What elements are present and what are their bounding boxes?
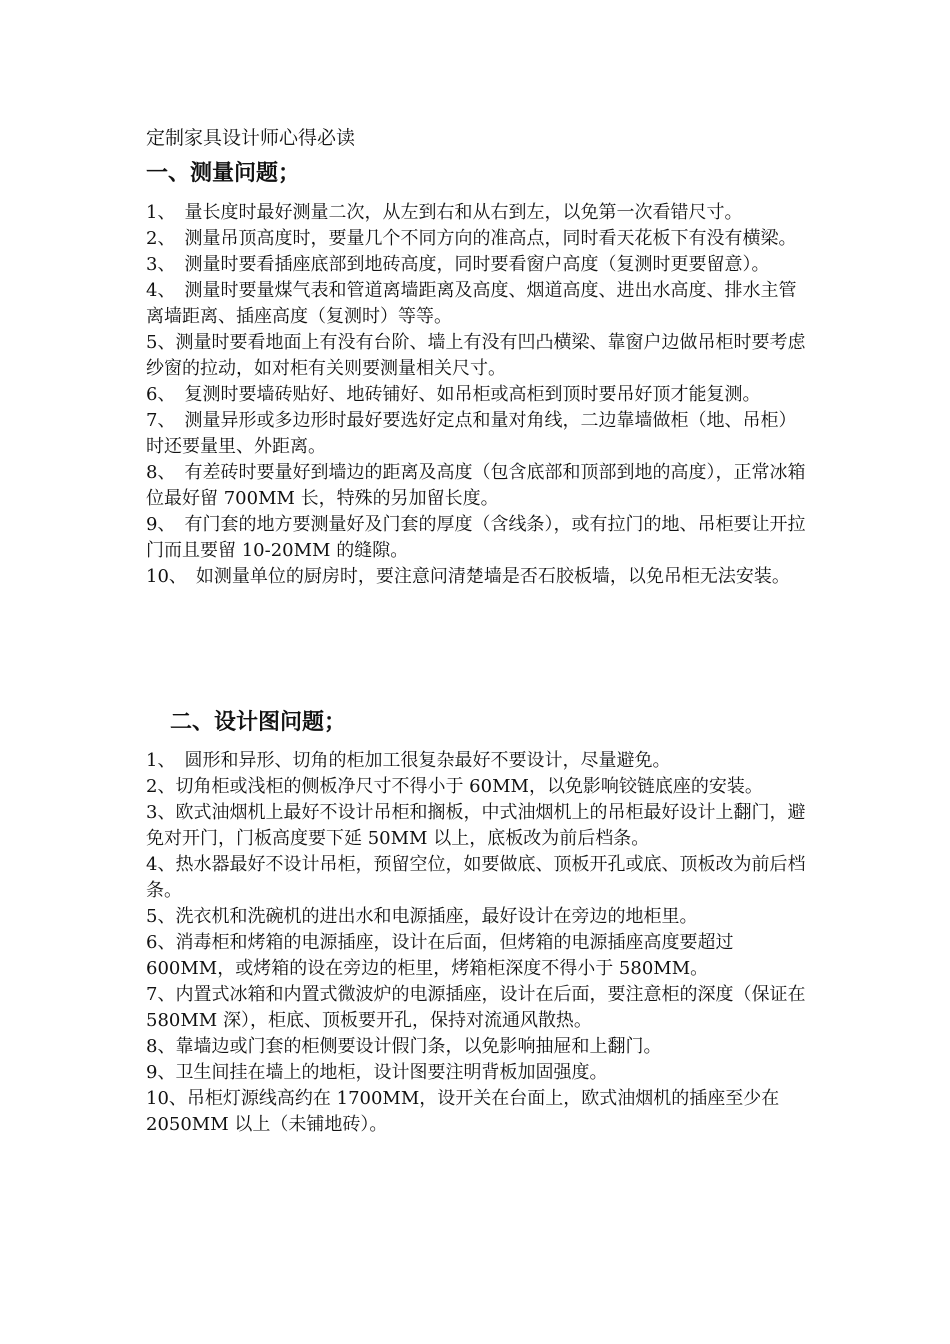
- list-item: 2、 测量吊顶高度时，要量几个不同方向的准高点，同时看天花板下有没有横梁。: [146, 228, 797, 249]
- list-item: 10、 如测量单位的厨房时，要注意问清楚墙是否石胶板墙，以免吊柜无法安装。: [146, 566, 790, 587]
- list-item: 6、消毒柜和烤箱的电源插座，设计在后面，但烤箱的电源插座高度要超过 600MM，或烤箱的设在旁边的柜里，烤箱柜深度不得小于 580MM。: [146, 932, 734, 979]
- list-item: 9、 有门套的地方要测量好及门套的厚度（含线条），或有拉门的地、吊柜要让开拉门而且要留 10-20MM 的缝隙。: [146, 514, 806, 561]
- list-item: 7、内置式冰箱和内置式微波炉的电源插座，设计在后面，要注意柜的深度（保证在 580MM 深），柜底、顶板要开孔，保持对流通风散热。: [146, 984, 806, 1031]
- section-heading-measurement: 一、测量问题；: [146, 161, 301, 186]
- list-item: 6、 复测时要墙砖贴好、地砖铺好、如吊柜或高柜到顶时要吊好顶才能复测。: [146, 384, 761, 405]
- list-item: 4、 测量时要量煤气表和管道离墙距离及高度、烟道高度、进出水高度、排水主管离墙距离、插座高度（复测时）等等。: [146, 280, 797, 327]
- list-item: 10、吊柜灯源线高约在 1700MM，设开关在台面上，欧式油烟机的插座至少在 2050MM 以上（未铺地砖）。: [146, 1088, 780, 1135]
- list-item: 7、 测量异形或多边形时最好要选好定点和量对角线，二边靠墙做柜（地、吊柜）时还要量里、外距离。: [146, 410, 797, 457]
- list-item: 3、 测量时要看插座底部到地砖高度，同时要看窗户高度（复测时更要留意）。: [146, 254, 770, 275]
- list-item: 8、 有差砖时要量好到墙边的距离及高度（包含底部和顶部到地的高度），正常冰箱位最好留 700MM 长，特殊的另加留长度。: [146, 462, 806, 509]
- list-item: 3、欧式油烟机上最好不设计吊柜和搁板，中式油烟机上的吊柜最好设计上翻门，避免对开门，门板高度要下延 50MM 以上，底板改为前后档条。: [146, 802, 806, 849]
- section-heading-design: 二、设计图问题；: [170, 710, 347, 735]
- measurement-list: [146, 200, 810, 590]
- list-item: 1、 量长度时最好测量二次，从左到右和从右到左，以免第一次看错尺寸。: [146, 202, 743, 223]
- document-title: 定制家具设计师心得必读: [146, 127, 356, 149]
- list-item: 5、洗衣机和洗碗机的进出水和电源插座，最好设计在旁边的地柜里。: [146, 906, 698, 927]
- list-item: 8、靠墙边或门套的柜侧要设计假门条，以免影响抽屉和上翻门。: [146, 1036, 662, 1057]
- list-item: 5、测量时要看地面上有没有台阶、墙上有没有凹凸横梁、靠窗户边做吊柜时要考虑纱窗的拉动，如对柜有关则要测量相关尺寸。: [146, 332, 806, 379]
- list-item: 2、切角柜或浅柜的侧板净尺寸不得小于 60MM，以免影响铰链底座的安装。: [146, 776, 763, 797]
- list-item: 1、 圆形和异形、切角的柜加工很复杂最好不要设计，尽量避免。: [146, 750, 671, 771]
- design-list: [146, 748, 810, 1138]
- list-item: 9、卫生间挂在墙上的地柜，设计图要注明背板加固强度。: [146, 1062, 608, 1083]
- list-item: 4、热水器最好不设计吊柜，预留空位，如要做底、顶板开孔或底、顶板改为前后档条。: [146, 854, 806, 901]
